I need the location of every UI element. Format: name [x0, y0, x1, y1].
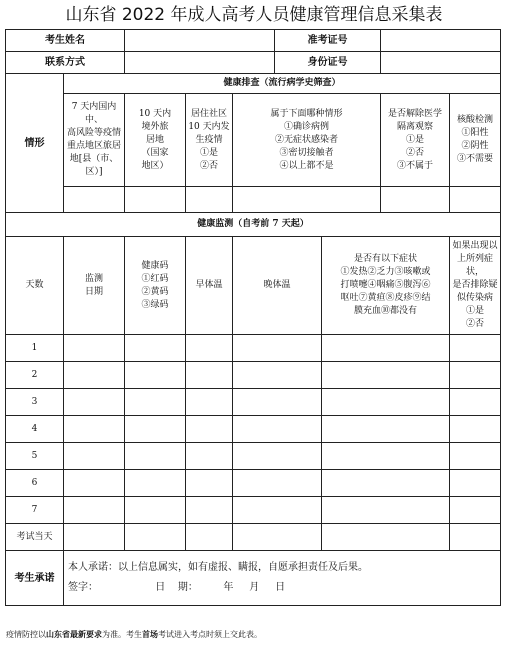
screening-answer-nucleic-test[interactable]	[450, 187, 501, 213]
day-number: 4	[6, 416, 64, 443]
pledge-signature-line: 签字： 日 期： 年 月 日	[68, 582, 286, 593]
pledge-label: 考生承诺	[6, 551, 64, 606]
screening-col-community: 居住社区 10 天内发 生疫情 ①是 ②否	[186, 94, 233, 187]
ticket-number-label: 准考证号	[275, 30, 381, 52]
day-number: 1	[6, 335, 64, 362]
screening-col-quarantine: 是否解除医学 隔离观察 ①是 ②否 ③不属于	[381, 94, 450, 187]
screening-col-nucleic-test: 核酸检测 ①阳性 ②阴性 ③不需要	[450, 94, 501, 187]
health-monitoring-heading: 健康监测（自考前 7 天起）	[6, 213, 501, 237]
exam-day-label: 考试当天	[6, 524, 64, 551]
monitoring-col-suspected: 如果出现以 上所列症状， 是否排除疑 似传染病 ①是 ②否	[450, 237, 501, 335]
screening-col-abroad: 10 天内 境外旅 居地 （国家 地区）	[125, 94, 186, 187]
situation-label: 情形	[6, 74, 64, 213]
table-row	[6, 416, 501, 443]
contact-label: 联系方式	[6, 52, 125, 74]
screening-answer-situations[interactable]	[233, 187, 381, 213]
monitoring-col-evening-temp: 晚体温	[233, 237, 322, 335]
monitoring-col-date: 监测 日期	[64, 237, 125, 335]
monitoring-col-health-code: 健康码 ①红码 ②黄码 ③绿码	[125, 237, 186, 335]
id-number-field[interactable]	[381, 52, 501, 74]
table-row	[6, 443, 501, 470]
table-row	[6, 470, 501, 497]
form-title: 山东省 2022 年成人高考人员健康管理信息采集表	[65, 5, 443, 25]
day-number: 5	[6, 443, 64, 470]
screening-answer-quarantine[interactable]	[381, 187, 450, 213]
day-number: 2	[6, 362, 64, 389]
pledge-statement: 本人承诺：以上信息属实，如有虚报、瞒报，自愿承担责任及后果。	[68, 562, 368, 573]
id-number-label: 身份证号	[275, 52, 381, 74]
health-screening-heading: 健康排查（流行病学史筛查）	[64, 74, 501, 94]
table-row	[6, 362, 501, 389]
pledge-text	[64, 551, 501, 606]
screening-answer-abroad[interactable]	[125, 187, 186, 213]
table-row	[6, 524, 501, 551]
monitoring-col-symptoms: 是否有以下症状 ①发热②乏力③咳嗽或 打喷嚏④咽痛⑤腹泻⑥ 呕吐⑦黄疸⑧皮疹⑨结 膜充血⑩都没有	[322, 237, 450, 335]
name-field[interactable]	[125, 30, 275, 52]
day-number: 6	[6, 470, 64, 497]
screening-col-situations: 属于下面哪种情形 ①确诊病例 ②无症状感染者 ③密切接触者 ④以上都不是	[233, 94, 381, 187]
name-label: 考生姓名	[6, 30, 125, 52]
monitoring-col-days: 天数	[6, 237, 64, 335]
footer-note: 疫情防控以山东省最新要求为准。考生首场考试进入考点时须上交此表。	[6, 629, 262, 639]
ticket-number-field[interactable]	[381, 30, 501, 52]
monitoring-col-morning-temp: 早体温	[186, 237, 233, 335]
table-row	[6, 335, 501, 362]
day-number: 3	[6, 389, 64, 416]
table-row	[6, 389, 501, 416]
contact-field[interactable]	[125, 52, 275, 74]
screening-col-high-risk: 7 天内国内中、 高风险等疫情 重点地区旅居 地[县（市、 区）]	[64, 94, 125, 187]
table-row	[6, 497, 501, 524]
collection-form-table	[5, 29, 501, 606]
day-number: 7	[6, 497, 64, 524]
screening-answer-community[interactable]	[186, 187, 233, 213]
screening-answer-high-risk[interactable]	[64, 187, 125, 213]
